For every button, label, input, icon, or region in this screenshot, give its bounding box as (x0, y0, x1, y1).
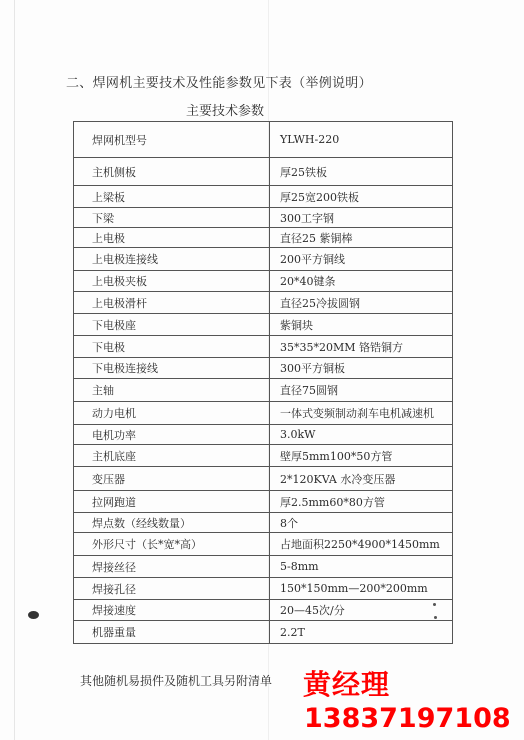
parameter-name: 焊点数（经线数量） (74, 513, 270, 533)
parameter-name: 焊接孔径 (74, 578, 270, 600)
table-row (74, 425, 453, 445)
parameter-value: 直径75圆钢 (270, 379, 453, 402)
punch-hole-mark (28, 611, 39, 619)
parameter-name: 主轴 (74, 379, 270, 402)
parameter-value: 20*40键条 (270, 271, 453, 292)
parameter-name: 机器重量 (74, 621, 270, 644)
parameter-value: 150*150mm—200*200mm (270, 578, 453, 600)
speck (434, 616, 437, 619)
parameter-value: 8个 (270, 513, 453, 533)
table-row (74, 228, 453, 248)
parameter-value: 5-8mm (270, 556, 453, 578)
table-row (74, 513, 453, 533)
parameter-name: 下电极连接线 (74, 358, 270, 379)
table-row (74, 186, 453, 208)
table-row (74, 578, 453, 600)
parameter-value: 占地面积2250*4900*1450mm (270, 533, 453, 556)
parameter-name: 拉网跑道 (74, 491, 270, 513)
table-row (74, 402, 453, 425)
parameter-value: 直径25冷拔圆钢 (270, 292, 453, 314)
table-row (74, 621, 453, 644)
parameter-name: 上梁板 (74, 186, 270, 208)
section-heading: 二、焊网机主要技术及性能参数见下表（举例说明） (66, 76, 372, 91)
parameter-name: 变压器 (74, 467, 270, 491)
parameter-value: YLWH-220 (270, 122, 453, 158)
table-row (74, 336, 453, 358)
table-row (74, 358, 453, 379)
parameter-name: 上电极夹板 (74, 271, 270, 292)
parameter-name: 主机侧板 (74, 158, 270, 186)
table-row (74, 314, 453, 336)
parameters-table (73, 121, 453, 644)
parameter-value: 20—45次/分 (270, 600, 453, 621)
parameter-value: 2.2T (270, 621, 453, 644)
parameter-name: 上电极滑杆 (74, 292, 270, 314)
parameter-value: 紫铜块 (270, 314, 453, 336)
table-row (74, 533, 453, 556)
parameter-name: 电机功率 (74, 425, 270, 445)
parameter-name: 主机底座 (74, 445, 270, 467)
contact-name: 黄经理 (303, 668, 391, 701)
parameter-value: 厚25铁板 (270, 158, 453, 186)
parameter-name: 焊网机型号 (74, 122, 270, 158)
table-row (74, 491, 453, 513)
table-row (74, 445, 453, 467)
footer-note: 其他随机易损件及随机工具另附清单 (80, 674, 273, 688)
parameter-value: 2*120KVA 水冷变压器 (270, 467, 453, 491)
parameter-name: 下电极座 (74, 314, 270, 336)
paper-fold-line (14, 0, 15, 740)
parameter-value: 200平方铜线 (270, 248, 453, 271)
parameter-value: 壁厚5mm100*50方管 (270, 445, 453, 467)
parameter-name: 动力电机 (74, 402, 270, 425)
speck (433, 603, 436, 606)
parameter-value: 300平方铜板 (270, 358, 453, 379)
table-row (74, 600, 453, 621)
table-row (74, 556, 453, 578)
parameter-name: 下电极 (74, 336, 270, 358)
parameter-name: 焊接丝径 (74, 556, 270, 578)
parameter-value: 一体式变频制动刹车电机减速机 (270, 402, 453, 425)
parameter-value: 直径25 紫铜棒 (270, 228, 453, 248)
parameter-value: 厚2.5mm60*80方管 (270, 491, 453, 513)
table-row (74, 292, 453, 314)
parameter-name: 上电极 (74, 228, 270, 248)
table-row (74, 271, 453, 292)
table-row (74, 208, 453, 228)
contact-phone: 13837197108 (304, 703, 511, 734)
parameter-name: 上电极连接线 (74, 248, 270, 271)
table-row (74, 467, 453, 491)
parameter-name: 焊接速度 (74, 600, 270, 621)
table-row (74, 158, 453, 186)
table-row (74, 248, 453, 271)
parameter-value: 35*35*20MM 铬锆铜方 (270, 336, 453, 358)
table-row (74, 379, 453, 402)
parameter-value: 300工字钢 (270, 208, 453, 228)
table-title: 主要技术参数 (186, 104, 265, 119)
parameter-value: 3.0kW (270, 425, 453, 445)
parameter-value: 厚25宽200铁板 (270, 186, 453, 208)
table-row (74, 122, 453, 158)
parameter-name: 外形尺寸（长*宽*高） (74, 533, 270, 556)
parameter-name: 下梁 (74, 208, 270, 228)
